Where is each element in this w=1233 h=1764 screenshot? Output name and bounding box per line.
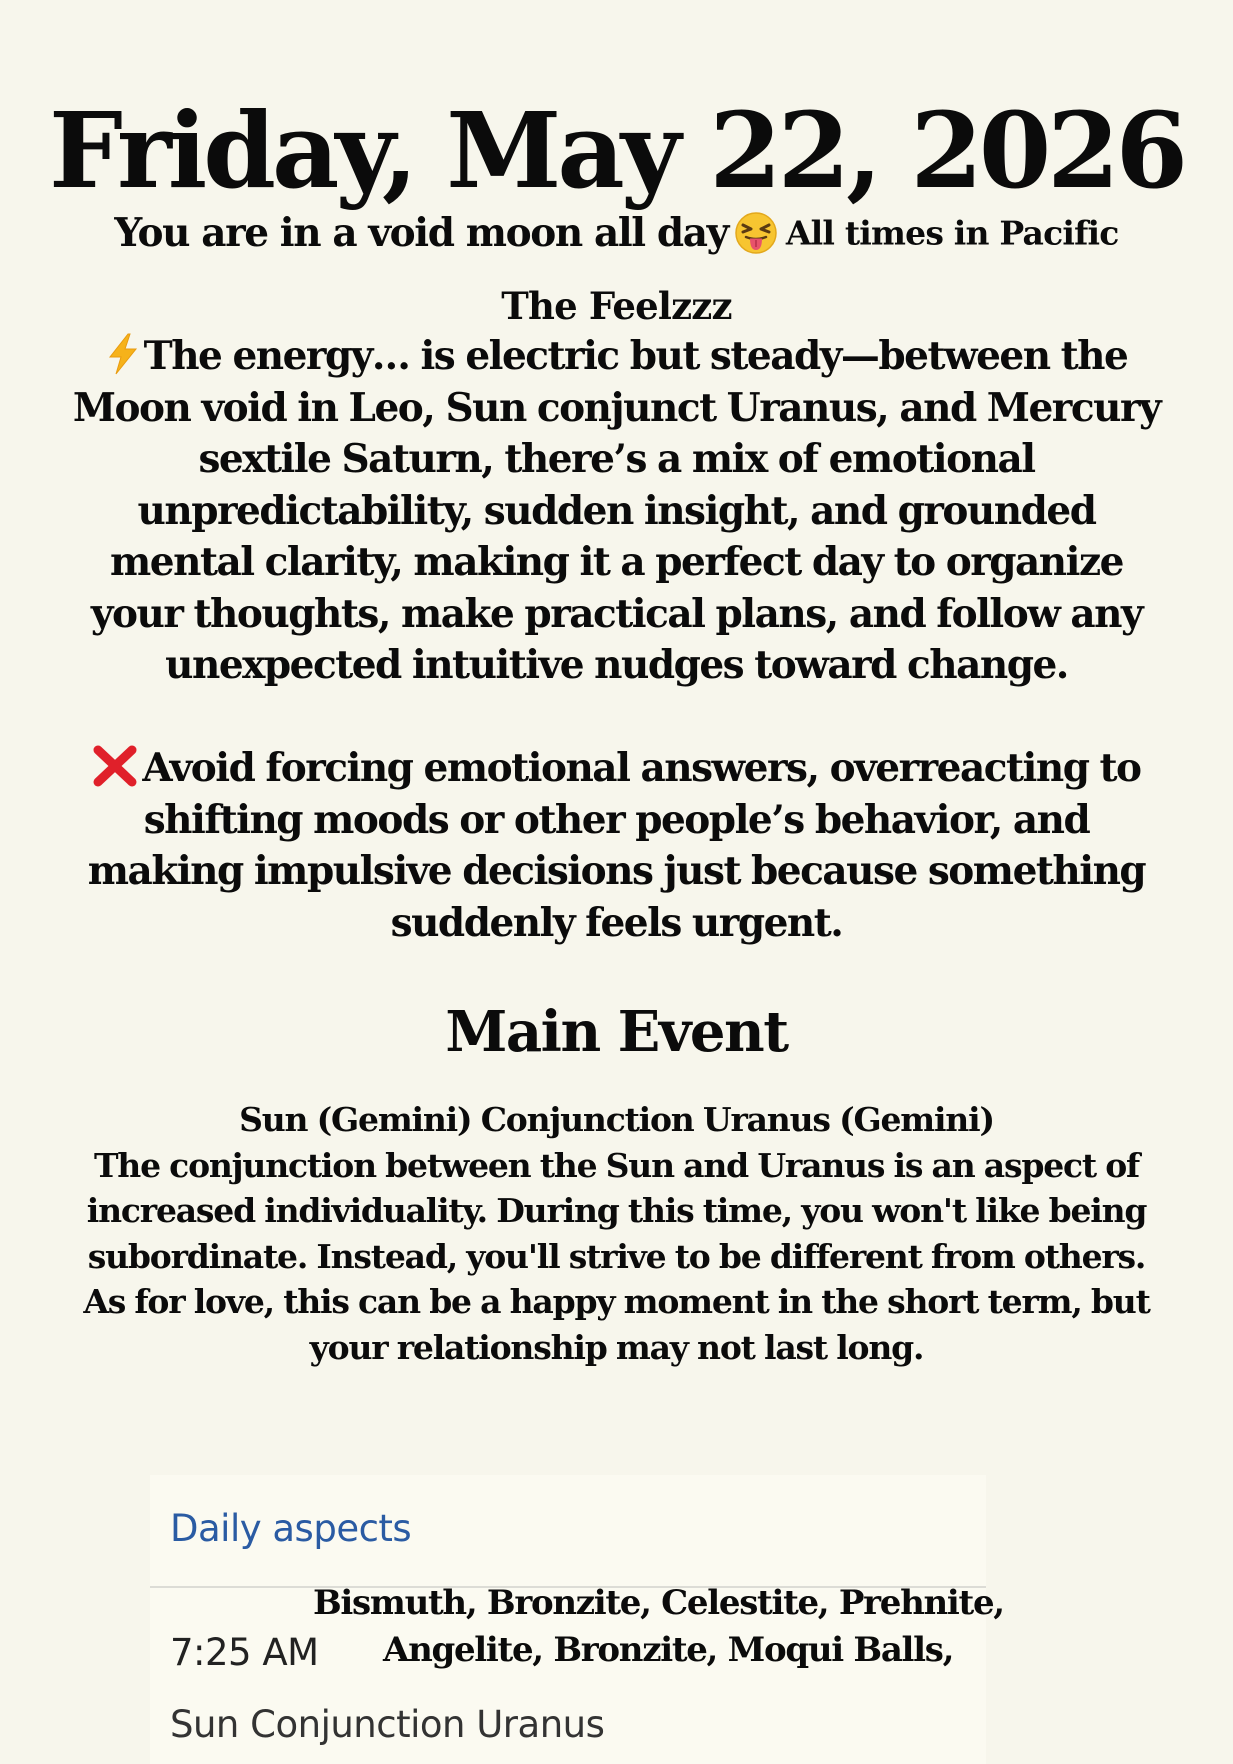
crystals-line: Bismuth, Bronzite, Celestite, Prehnite, <box>313 1583 1004 1623</box>
feelz-heading: The Feelzzz <box>501 284 732 328</box>
crystals-line: Angelite, Bronzite, Moqui Balls, <box>383 1630 954 1670</box>
void-moon-text: You are in a void moon all day <box>114 210 728 256</box>
date-title: Friday, May 22, 2026 <box>48 89 1185 212</box>
timezone-note: All times in Pacific <box>785 213 1119 253</box>
aspect-time: 7:25 AM <box>170 1631 319 1674</box>
high-voltage-icon <box>106 333 140 375</box>
squinting-face-with-tongue-icon <box>734 211 778 255</box>
daily-aspects-title[interactable]: Daily aspects <box>170 1507 412 1550</box>
daily-aspects-card <box>150 1475 1004 1764</box>
main-event-body <box>68 1097 1165 1370</box>
main-event-aspect-title: Sun (Gemini) Conjunction Uranus (Gemini) <box>239 1100 994 1139</box>
cross-mark-icon <box>92 745 138 787</box>
avoid-paragraph <box>68 743 1165 949</box>
main-event-description: The conjunction between the Sun and Uranus is an aspect of increased individuality. During this time, you won't like being subordinate. Instead, you'll strive to be different from others. As for love, this can be a happy moment in the short term, but your relationship may not last long. <box>83 1145 1150 1367</box>
subtitle-row <box>0 210 1233 256</box>
aspect-name[interactable]: Sun Conjunction Uranus <box>170 1703 605 1746</box>
main-event-heading: Main Event <box>445 999 788 1065</box>
energy-paragraph <box>68 331 1165 692</box>
avoid-text: Avoid forcing emotional answers, overreacting to shifting moods or other people’s behavior, and making impulsive decisions just because something suddenly feels urgent. <box>87 745 1146 946</box>
energy-text: The energy… is electric but steady—between the Moon void in Leo, Sun conjunct Uranus, and Mercury sextile Saturn, there’s a mix of emotional unpredictability, sudden insight, and grounded mental clarity, making it a perfect day to organize your thoughts, make practical plans, and follow any unexpected intuitive nudges toward change. <box>72 333 1161 688</box>
